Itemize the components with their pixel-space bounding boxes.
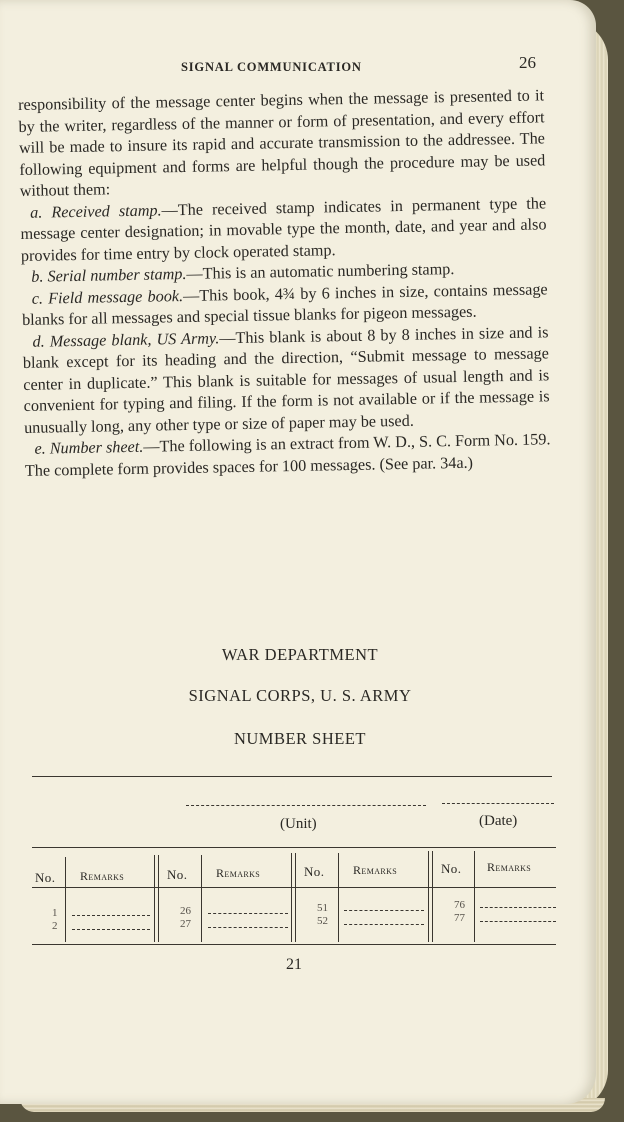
divider [295,853,296,942]
item-received-stamp: a. Received stamp.—The received stamp indicates in permanent type the message center designation; in movable type the month, date, and year and also provides for time entry by clock operated stamp. [20,193,547,265]
remarks-line [208,927,288,928]
item-serial-number-stamp: b. Serial number stamp.—This is an automatic numbering stamp. [31,260,455,286]
unit-label: (Unit) [280,816,317,832]
footer-page-number: 21 [286,956,302,973]
divider [291,853,292,942]
col-no-header: No. [35,870,56,885]
table-header-rule [32,887,556,888]
table-bottom-rule [32,944,556,945]
item-field-message-book: c. Field message book.—This book, 4¾ by 6 inches in size, contains message blanks for all messages and special tissue blanks for pigeon messages. [21,279,548,329]
divider [474,851,475,942]
running-head: SIGNAL COMMUNICATION [181,60,362,74]
row-number: 51 [317,902,328,914]
form-title-department: WAR DEPARTMENT [221,645,379,664]
form-title-corps: SIGNAL CORPS, U. S. ARMY [188,686,412,705]
table-top-rule [32,847,556,848]
intro-paragraph: responsibility of the message center begins when the message is presented to it by the writer, regardless of the manner or form of presentation, and every effort will be made to insure its rapid and accurate transmission to the addressee. The following equipment and forms are helpful though the procedure may be used without them: [18,86,546,200]
remarks-line [344,910,424,911]
divider [158,855,159,942]
col-remarks-header: Remarks [216,866,261,880]
divider [201,855,202,942]
row-number: 27 [180,918,191,930]
row-number: 77 [454,912,465,924]
item-message-blank: d. Message blank, US Army.—This blank is about 8 by 8 inches in size and is blank except for its heading and the direction, “Submit message to message center in duplicate.” This blank is suitable for messages of usual length and is convenient for typing and filing. If the form is not available or if the message is unusually long, any other type or size of paper may be used. [22,322,550,437]
item-number-sheet: e. Number sheet.—The following is an extract from W. D., S. C. Form No. 159. The complete form provides spaces for 100 messages. (See par. 34a.) [24,430,551,480]
row-number: 52 [317,915,328,927]
col-no-header: No. [304,864,325,879]
divider [154,855,155,942]
row-number: 2 [52,920,58,932]
divider [65,857,66,942]
remarks-line [72,929,150,930]
row-number: 1 [52,907,58,919]
remarks-line [72,915,150,916]
remarks-line [480,907,556,908]
col-remarks-header: Remarks [80,869,125,883]
unit-line [186,805,426,806]
body-text [18,85,551,482]
row-number: 76 [454,899,465,911]
date-label: (Date) [479,813,518,829]
divider [432,851,433,942]
form-title-sheet: NUMBER SHEET [233,729,367,748]
remarks-line [208,913,288,914]
date-line [442,803,554,804]
divider [428,851,429,942]
col-remarks-header: Remarks [487,860,532,874]
remarks-line [480,921,556,922]
form-top-rule [32,776,552,777]
col-no-header: No. [441,861,462,876]
row-number: 26 [180,905,191,917]
page-number: 26 [519,53,536,72]
divider [338,853,339,942]
col-remarks-header: Remarks [353,863,398,877]
col-no-header: No. [167,867,188,882]
remarks-line [344,924,424,925]
